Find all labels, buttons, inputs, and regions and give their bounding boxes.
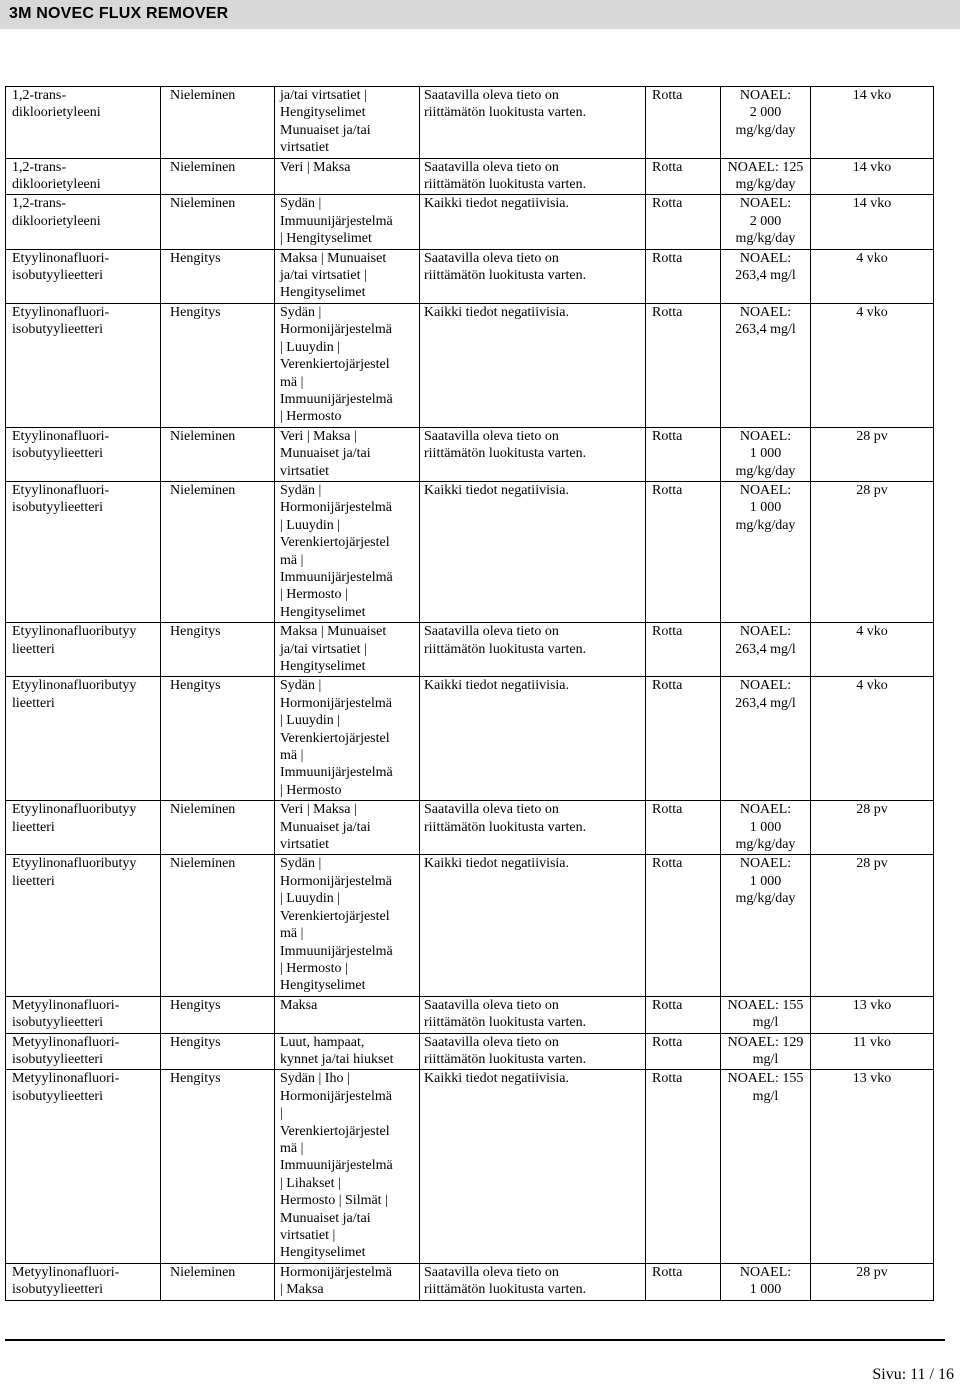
- cell-substance: Metyylinonafluori- isobutyylieetteri: [6, 996, 161, 1033]
- table-row: [6, 1263, 934, 1300]
- cell-substance: Metyylinonafluori- isobutyylieetteri: [6, 1263, 161, 1300]
- cell-target-organs: Luut, hampaat, kynnet ja/tai hiukset: [275, 1033, 420, 1070]
- cell-exposure-duration: 11 vko: [811, 1033, 934, 1070]
- cell-test-value: NOAEL: 155 mg/l: [721, 996, 811, 1033]
- cell-exposure-duration: 28 pv: [811, 855, 934, 996]
- cell-result: Kaikki tiedot negatiivisia.: [420, 1070, 646, 1263]
- table-row: [6, 855, 934, 996]
- cell-species: Rotta: [646, 303, 721, 427]
- cell-species: Rotta: [646, 427, 721, 481]
- table-row: [6, 677, 934, 801]
- cell-target-organs: Maksa: [275, 996, 420, 1033]
- cell-exposure-route: Nieleminen: [161, 1263, 275, 1300]
- cell-substance: 1,2-trans- dikloorietyleeni: [6, 195, 161, 249]
- cell-result: Kaikki tiedot negatiivisia.: [420, 195, 646, 249]
- cell-exposure-duration: 4 vko: [811, 303, 934, 427]
- cell-exposure-route: Nieleminen: [161, 158, 275, 195]
- cell-test-value: NOAEL: 1 000 mg/kg/day: [721, 801, 811, 855]
- cell-exposure-route: Hengitys: [161, 623, 275, 677]
- toxicity-table: [5, 86, 934, 1301]
- cell-test-value: NOAEL: 2 000 mg/kg/day: [721, 195, 811, 249]
- cell-substance: Etyylinonafluori- isobutyylieetteri: [6, 303, 161, 427]
- cell-test-value: NOAEL: 263,4 mg/l: [721, 303, 811, 427]
- cell-substance: Etyylinonafluoributyy lieetteri: [6, 677, 161, 801]
- cell-result: Saatavilla oleva tieto on riittämätön luokitusta varten.: [420, 158, 646, 195]
- cell-species: Rotta: [646, 481, 721, 622]
- cell-exposure-duration: 28 pv: [811, 801, 934, 855]
- cell-target-organs: Hormonijärjestelmä | Maksa: [275, 1263, 420, 1300]
- cell-result: Saatavilla oleva tieto on riittämätön luokitusta varten.: [420, 801, 646, 855]
- cell-test-value: NOAEL: 125 mg/kg/day: [721, 158, 811, 195]
- cell-test-value: NOAEL: 1 000 mg/kg/day: [721, 855, 811, 996]
- cell-result: Saatavilla oleva tieto on riittämätön luokitusta varten.: [420, 87, 646, 159]
- cell-exposure-route: Hengitys: [161, 1033, 275, 1070]
- cell-result: Kaikki tiedot negatiivisia.: [420, 481, 646, 622]
- cell-exposure-duration: 4 vko: [811, 677, 934, 801]
- cell-species: Rotta: [646, 249, 721, 303]
- table-row: [6, 623, 934, 677]
- cell-species: Rotta: [646, 87, 721, 159]
- cell-exposure-duration: 13 vko: [811, 1070, 934, 1263]
- cell-exposure-route: Nieleminen: [161, 855, 275, 996]
- cell-test-value: NOAEL: 263,4 mg/l: [721, 677, 811, 801]
- cell-species: Rotta: [646, 801, 721, 855]
- cell-target-organs: Sydän | Immuunijärjestelmä | Hengityselimet: [275, 195, 420, 249]
- cell-exposure-route: Hengitys: [161, 1070, 275, 1263]
- cell-exposure-duration: 28 pv: [811, 1263, 934, 1300]
- table-row: [6, 427, 934, 481]
- cell-substance: Etyylinonafluori- isobutyylieetteri: [6, 481, 161, 622]
- cell-exposure-duration: 28 pv: [811, 427, 934, 481]
- cell-target-organs: Sydän | Iho | Hormonijärjestelmä | Verenkiertojärjestel mä | Immuunijärjestelmä | Lihakset | Hermosto | Silmät | Munuaiset ja/tai virtsatiet | Hengityselimet: [275, 1070, 420, 1263]
- cell-species: Rotta: [646, 1263, 721, 1300]
- cell-exposure-route: Nieleminen: [161, 801, 275, 855]
- cell-substance: Etyylinonafluoributyy lieetteri: [6, 623, 161, 677]
- cell-test-value: NOAEL: 1 000 mg/kg/day: [721, 481, 811, 622]
- cell-substance: Metyylinonafluori- isobutyylieetteri: [6, 1033, 161, 1070]
- cell-test-value: NOAEL: 263,4 mg/l: [721, 249, 811, 303]
- cell-exposure-duration: 14 vko: [811, 87, 934, 159]
- cell-substance: Etyylinonafluoributyy lieetteri: [6, 855, 161, 996]
- cell-exposure-route: Hengitys: [161, 677, 275, 801]
- table-row: [6, 996, 934, 1033]
- document-title: 3M NOVEC FLUX REMOVER: [9, 5, 229, 22]
- toxicity-table-body: [6, 87, 934, 1301]
- cell-exposure-route: Nieleminen: [161, 195, 275, 249]
- cell-exposure-route: Nieleminen: [161, 427, 275, 481]
- cell-species: Rotta: [646, 195, 721, 249]
- cell-test-value: NOAEL: 129 mg/l: [721, 1033, 811, 1070]
- table-row: [6, 801, 934, 855]
- cell-target-organs: Veri | Maksa | Munuaiset ja/tai virtsatiet: [275, 801, 420, 855]
- cell-exposure-route: Nieleminen: [161, 87, 275, 159]
- cell-test-value: NOAEL: 155 mg/l: [721, 1070, 811, 1263]
- cell-exposure-duration: 13 vko: [811, 996, 934, 1033]
- cell-target-organs: Sydän | Hormonijärjestelmä | Luuydin | Verenkiertojärjestel mä | Immuunijärjestelmä | Hermosto: [275, 303, 420, 427]
- page-number: Sivu: 11 / 16: [872, 1366, 954, 1383]
- cell-exposure-duration: 14 vko: [811, 158, 934, 195]
- cell-target-organs: Sydän | Hormonijärjestelmä | Luuydin | Verenkiertojärjestel mä | Immuunijärjestelmä | Hermosto | Hengityselimet: [275, 481, 420, 622]
- cell-species: Rotta: [646, 158, 721, 195]
- cell-substance: Etyylinonafluori- isobutyylieetteri: [6, 249, 161, 303]
- cell-target-organs: Veri | Maksa | Munuaiset ja/tai virtsatiet: [275, 427, 420, 481]
- cell-result: Kaikki tiedot negatiivisia.: [420, 677, 646, 801]
- cell-target-organs: ja/tai virtsatiet | Hengityselimet Munuaiset ja/tai virtsatiet: [275, 87, 420, 159]
- cell-target-organs: Sydän | Hormonijärjestelmä | Luuydin | Verenkiertojärjestel mä | Immuunijärjestelmä | Hermosto: [275, 677, 420, 801]
- cell-result: Saatavilla oleva tieto on riittämätön luokitusta varten.: [420, 427, 646, 481]
- cell-exposure-route: Hengitys: [161, 996, 275, 1033]
- cell-test-value: NOAEL: 2 000 mg/kg/day: [721, 87, 811, 159]
- table-row: [6, 481, 934, 622]
- cell-exposure-route: Nieleminen: [161, 481, 275, 622]
- cell-target-organs: Maksa | Munuaiset ja/tai virtsatiet | Hengityselimet: [275, 249, 420, 303]
- cell-substance: 1,2-trans- dikloorietyleeni: [6, 158, 161, 195]
- cell-exposure-duration: 4 vko: [811, 249, 934, 303]
- cell-exposure-duration: 4 vko: [811, 623, 934, 677]
- cell-species: Rotta: [646, 1070, 721, 1263]
- cell-exposure-route: Hengitys: [161, 249, 275, 303]
- table-row: [6, 195, 934, 249]
- cell-substance: Metyylinonafluori- isobutyylieetteri: [6, 1070, 161, 1263]
- cell-target-organs: Maksa | Munuaiset ja/tai virtsatiet | Hengityselimet: [275, 623, 420, 677]
- cell-species: Rotta: [646, 1033, 721, 1070]
- cell-test-value: NOAEL: 1 000 mg/kg/day: [721, 427, 811, 481]
- cell-result: Saatavilla oleva tieto on riittämätön luokitusta varten.: [420, 249, 646, 303]
- cell-result: Kaikki tiedot negatiivisia.: [420, 855, 646, 996]
- cell-exposure-route: Hengitys: [161, 303, 275, 427]
- footer-divider: [5, 1339, 945, 1341]
- table-row: [6, 303, 934, 427]
- cell-result: Saatavilla oleva tieto on riittämätön luokitusta varten.: [420, 1263, 646, 1300]
- cell-substance: Etyylinonafluoributyy lieetteri: [6, 801, 161, 855]
- cell-result: Kaikki tiedot negatiivisia.: [420, 303, 646, 427]
- table-row: [6, 249, 934, 303]
- cell-result: Saatavilla oleva tieto on riittämätön luokitusta varten.: [420, 623, 646, 677]
- table-row: [6, 1070, 934, 1263]
- cell-exposure-duration: 28 pv: [811, 481, 934, 622]
- table-row: [6, 158, 934, 195]
- cell-exposure-duration: 14 vko: [811, 195, 934, 249]
- table-row: [6, 1033, 934, 1070]
- cell-result: Saatavilla oleva tieto on riittämätön luokitusta varten.: [420, 996, 646, 1033]
- cell-substance: Etyylinonafluori- isobutyylieetteri: [6, 427, 161, 481]
- cell-target-organs: Veri | Maksa: [275, 158, 420, 195]
- cell-result: Saatavilla oleva tieto on riittämätön luokitusta varten.: [420, 1033, 646, 1070]
- cell-species: Rotta: [646, 996, 721, 1033]
- table-row: [6, 87, 934, 159]
- cell-target-organs: Sydän | Hormonijärjestelmä | Luuydin | Verenkiertojärjestel mä | Immuunijärjestelmä | Hermosto | Hengityselimet: [275, 855, 420, 996]
- cell-species: Rotta: [646, 623, 721, 677]
- document-header: [0, 0, 960, 29]
- cell-test-value: NOAEL: 263,4 mg/l: [721, 623, 811, 677]
- cell-species: Rotta: [646, 677, 721, 801]
- cell-test-value: NOAEL: 1 000: [721, 1263, 811, 1300]
- cell-species: Rotta: [646, 855, 721, 996]
- cell-substance: 1,2-trans- dikloorietyleeni: [6, 87, 161, 159]
